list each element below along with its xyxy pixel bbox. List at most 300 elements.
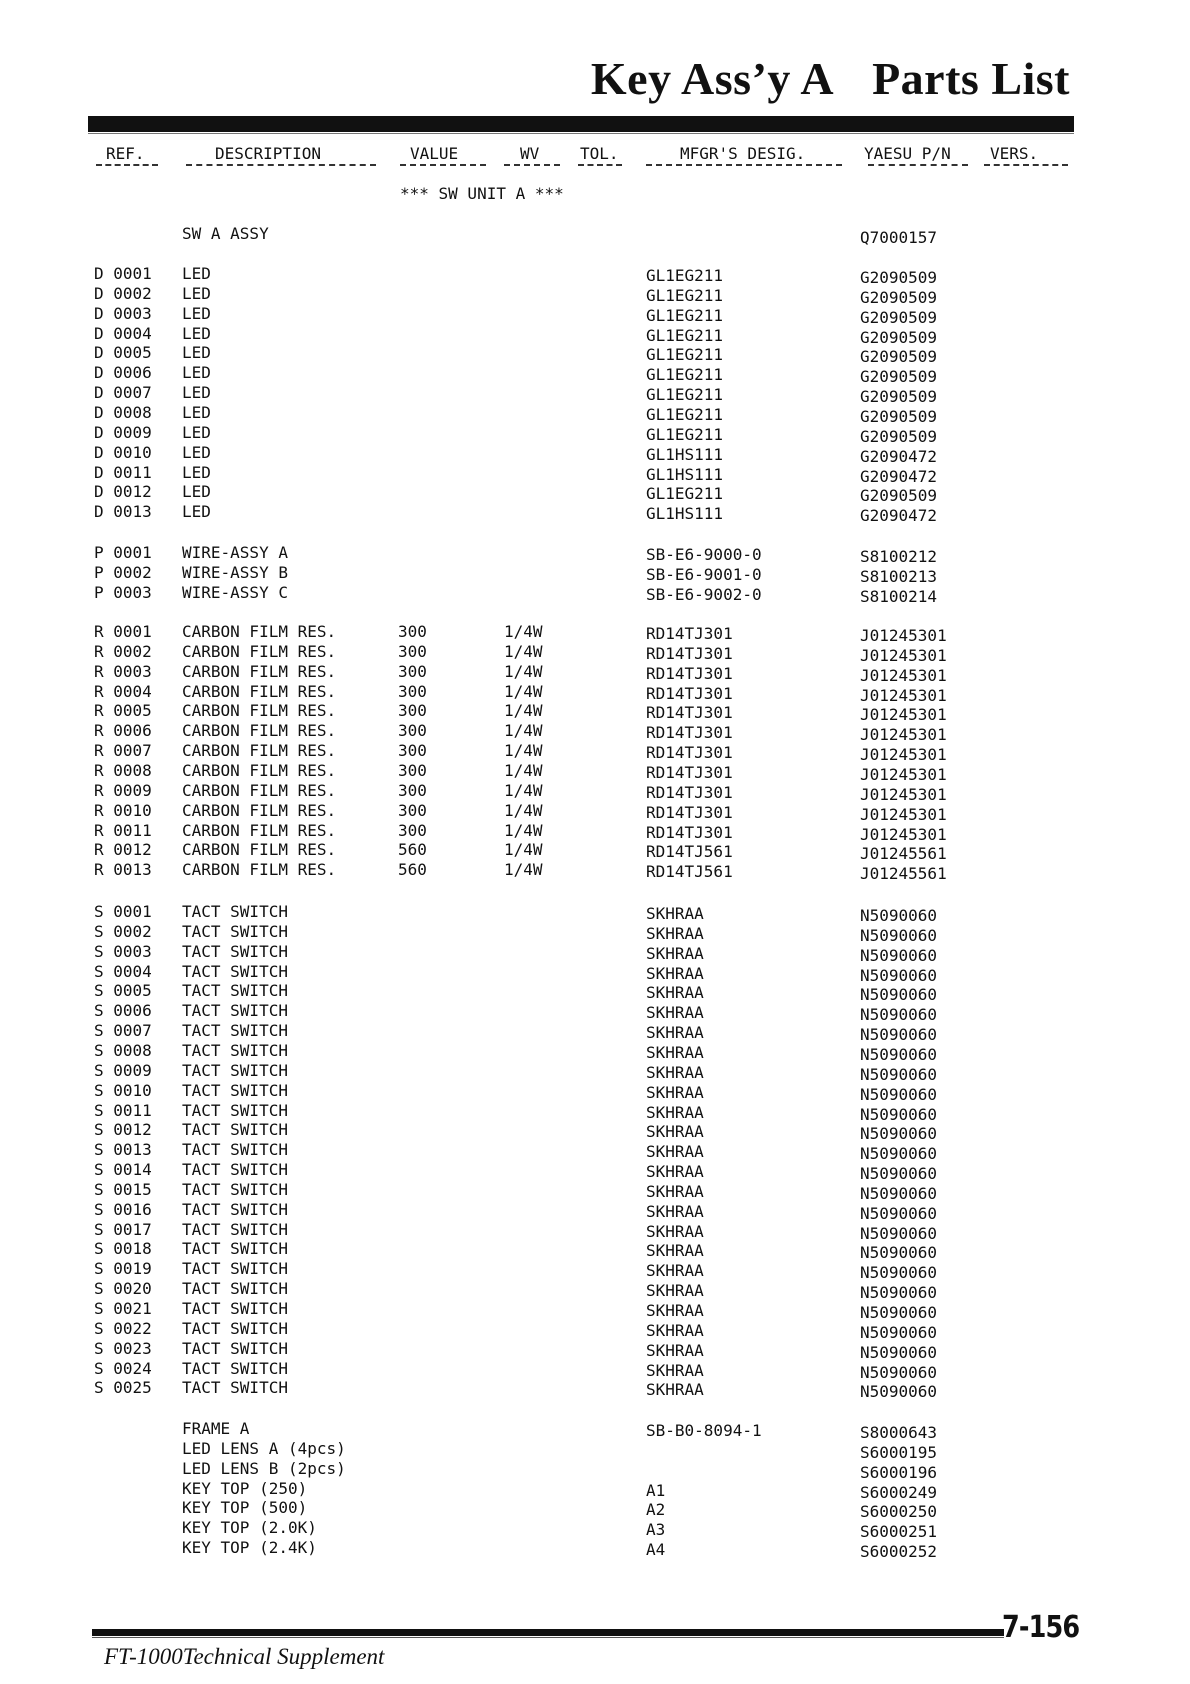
title-left: Key Ass’y A bbox=[590, 53, 835, 104]
cell-ref: S 0002 bbox=[94, 922, 152, 941]
cell-ref: S 0007 bbox=[94, 1021, 152, 1040]
cell-ref: S 0001 bbox=[94, 902, 152, 921]
cell-ref: D 0013 bbox=[94, 502, 152, 521]
cell-desc: TACT SWITCH bbox=[182, 1160, 288, 1179]
table-row bbox=[0, 662, 1190, 685]
cell-mfgr: SKHRAA bbox=[646, 1003, 704, 1022]
table-row bbox=[0, 502, 1190, 525]
cell-mfgr: RD14TJ301 bbox=[646, 644, 733, 663]
footer-rule bbox=[92, 1629, 1004, 1636]
table-row bbox=[0, 583, 1190, 606]
cell-desc: KEY TOP (250) bbox=[182, 1479, 308, 1498]
header-ref: REF. bbox=[106, 144, 145, 163]
table-row bbox=[0, 701, 1190, 724]
table-row bbox=[0, 463, 1190, 486]
cell-pn: N5090060 bbox=[860, 1224, 938, 1243]
cell-pn: S6000250 bbox=[860, 1502, 938, 1521]
cell-ref: P 0001 bbox=[94, 543, 152, 562]
cell-ref: S 0004 bbox=[94, 962, 152, 981]
table-row bbox=[0, 1081, 1190, 1104]
cell-value: 300 bbox=[398, 801, 427, 820]
table-row bbox=[0, 1061, 1190, 1084]
cell-value: 300 bbox=[398, 662, 427, 681]
cell-desc: CARBON FILM RES. bbox=[182, 682, 337, 701]
cell-ref: S 0010 bbox=[94, 1081, 152, 1100]
cell-desc: LED bbox=[182, 284, 211, 303]
cell-pn: J01245301 bbox=[860, 626, 947, 645]
cell-value: 300 bbox=[398, 721, 427, 740]
table-row bbox=[0, 1299, 1190, 1322]
cell-desc: TACT SWITCH bbox=[182, 1140, 288, 1159]
cell-ref: S 0024 bbox=[94, 1359, 152, 1378]
cell-desc: LED bbox=[182, 383, 211, 402]
cell-ref: P 0003 bbox=[94, 583, 152, 602]
table-row bbox=[0, 860, 1190, 883]
cell-mfgr: RD14TJ301 bbox=[646, 743, 733, 762]
cell-desc: LED LENS A (4pcs) bbox=[182, 1439, 346, 1458]
cell-mfgr: SKHRAA bbox=[646, 904, 704, 923]
table-row bbox=[0, 1021, 1190, 1044]
cell-value: 300 bbox=[398, 741, 427, 760]
cell-desc: TACT SWITCH bbox=[182, 1120, 288, 1139]
cell-mfgr: SKHRAA bbox=[646, 1301, 704, 1320]
cell-desc: TACT SWITCH bbox=[182, 1081, 288, 1100]
cell-pn: N5090060 bbox=[860, 1184, 938, 1203]
table-row bbox=[0, 284, 1190, 307]
cell-mfgr: RD14TJ301 bbox=[646, 823, 733, 842]
cell-desc: LED bbox=[182, 304, 211, 323]
table-row bbox=[0, 1439, 1190, 1462]
cell-mfgr: SB-E6-9002-0 bbox=[646, 585, 762, 604]
cell-ref: S 0005 bbox=[94, 981, 152, 1000]
cell-ref: S 0018 bbox=[94, 1239, 152, 1258]
cell-pn: N5090060 bbox=[860, 966, 938, 985]
cell-wv: 1/4W bbox=[504, 840, 543, 859]
table-row bbox=[0, 1220, 1190, 1243]
cell-wv: 1/4W bbox=[504, 721, 543, 740]
table-row bbox=[0, 343, 1190, 366]
cell-mfgr: A4 bbox=[646, 1540, 666, 1559]
cell-wv: 1/4W bbox=[504, 701, 543, 720]
cell-ref: S 0021 bbox=[94, 1299, 152, 1318]
table-row bbox=[0, 1239, 1190, 1262]
cell-mfgr: RD14TJ301 bbox=[646, 803, 733, 822]
cell-pn: N5090060 bbox=[860, 1343, 938, 1362]
footer-text: FT-1000Technical Supplement bbox=[104, 1644, 385, 1669]
cell-pn: G2090509 bbox=[860, 268, 938, 287]
table-row bbox=[0, 324, 1190, 347]
cell-desc: CARBON FILM RES. bbox=[182, 622, 337, 641]
cell-pn: J01245301 bbox=[860, 646, 947, 665]
cell-pn: N5090060 bbox=[860, 1204, 938, 1223]
cell-ref: R 0004 bbox=[94, 682, 152, 701]
cell-pn: J01245301 bbox=[860, 805, 947, 824]
cell-pn: J01245301 bbox=[860, 765, 947, 784]
cell-pn: S6000252 bbox=[860, 1542, 938, 1561]
cell-wv: 1/4W bbox=[504, 662, 543, 681]
cell-wv: 1/4W bbox=[504, 860, 543, 879]
cell-ref: S 0015 bbox=[94, 1180, 152, 1199]
cell-desc: TACT SWITCH bbox=[182, 922, 288, 941]
cell-pn: S8000643 bbox=[860, 1423, 938, 1442]
cell-desc: CARBON FILM RES. bbox=[182, 642, 337, 661]
cell-ref: D 0002 bbox=[94, 284, 152, 303]
cell-pn: S8100214 bbox=[860, 587, 938, 606]
cell-desc: LED bbox=[182, 343, 211, 362]
cell-pn: G2090472 bbox=[860, 467, 938, 486]
header-vers: VERS. bbox=[990, 144, 1039, 163]
table-row bbox=[0, 741, 1190, 764]
cell-mfgr: SKHRAA bbox=[646, 1043, 704, 1062]
cell-mfgr: SKHRAA bbox=[646, 964, 704, 983]
table-row bbox=[0, 1001, 1190, 1024]
cell-ref: D 0006 bbox=[94, 363, 152, 382]
table-row bbox=[0, 981, 1190, 1004]
cell-mfgr: SKHRAA bbox=[646, 1023, 704, 1042]
cell-wv: 1/4W bbox=[504, 781, 543, 800]
cell-ref: D 0005 bbox=[94, 343, 152, 362]
cell-desc: LED bbox=[182, 264, 211, 283]
table-row bbox=[0, 443, 1190, 466]
cell-mfgr: GL1EG211 bbox=[646, 306, 724, 325]
cell-pn: N5090060 bbox=[860, 1124, 938, 1143]
cell-pn: S8100213 bbox=[860, 567, 938, 586]
table-row bbox=[0, 622, 1190, 645]
cell-desc: TACT SWITCH bbox=[182, 962, 288, 981]
table-row bbox=[0, 1518, 1190, 1541]
table-row bbox=[0, 1160, 1190, 1183]
cell-ref: D 0004 bbox=[94, 324, 152, 343]
table-row bbox=[0, 1538, 1190, 1561]
cell-pn: S8100212 bbox=[860, 547, 938, 566]
cell-pn: N5090060 bbox=[860, 1363, 938, 1382]
table-row bbox=[0, 423, 1190, 446]
section-title: *** SW UNIT A *** bbox=[400, 184, 564, 203]
cell-pn: J01245301 bbox=[860, 745, 947, 764]
table-row bbox=[0, 543, 1190, 566]
cell-mfgr: SKHRAA bbox=[646, 1063, 704, 1082]
cell-mfgr: GL1EG211 bbox=[646, 345, 724, 364]
cell-pn: J01245301 bbox=[860, 705, 947, 724]
table-row bbox=[0, 1140, 1190, 1163]
cell-desc: TACT SWITCH bbox=[182, 1319, 288, 1338]
cell-mfgr: GL1EG211 bbox=[646, 385, 724, 404]
table-row bbox=[0, 1498, 1190, 1521]
cell-desc: TACT SWITCH bbox=[182, 1101, 288, 1120]
table-row bbox=[0, 781, 1190, 804]
table-row bbox=[0, 403, 1190, 426]
cell-mfgr: SKHRAA bbox=[646, 1321, 704, 1340]
cell-pn: N5090060 bbox=[860, 1283, 938, 1302]
table-row bbox=[0, 264, 1190, 287]
cell-mfgr: SKHRAA bbox=[646, 1182, 704, 1201]
cell-pn: G2090472 bbox=[860, 447, 938, 466]
cell-mfgr: SKHRAA bbox=[646, 1241, 704, 1260]
cell-desc: TACT SWITCH bbox=[182, 1180, 288, 1199]
cell-mfgr: RD14TJ301 bbox=[646, 684, 733, 703]
cell-pn: N5090060 bbox=[860, 1164, 938, 1183]
cell-pn: G2090509 bbox=[860, 328, 938, 347]
cell-pn: N5090060 bbox=[860, 906, 938, 925]
cell-ref: S 0020 bbox=[94, 1279, 152, 1298]
cell-desc: WIRE-ASSY A bbox=[182, 543, 288, 562]
table-row bbox=[0, 840, 1190, 863]
table-row bbox=[0, 1101, 1190, 1124]
table-row bbox=[0, 922, 1190, 945]
cell-pn: J01245301 bbox=[860, 785, 947, 804]
cell-mfgr: SKHRAA bbox=[646, 1083, 704, 1102]
cell-desc: CARBON FILM RES. bbox=[182, 662, 337, 681]
cell-pn: N5090060 bbox=[860, 1105, 938, 1124]
cell-value: 300 bbox=[398, 682, 427, 701]
cell-pn: J01245301 bbox=[860, 666, 947, 685]
cell-wv: 1/4W bbox=[504, 821, 543, 840]
cell-pn: N5090060 bbox=[860, 1382, 938, 1401]
table-row bbox=[0, 1359, 1190, 1382]
cell-wv: 1/4W bbox=[504, 622, 543, 641]
cell-ref: R 0006 bbox=[94, 721, 152, 740]
cell-mfgr: SB-E6-9000-0 bbox=[646, 545, 762, 564]
cell-pn: N5090060 bbox=[860, 1025, 938, 1044]
cell-mfgr: RD14TJ301 bbox=[646, 664, 733, 683]
cell-ref: R 0013 bbox=[94, 860, 152, 879]
cell-ref: R 0002 bbox=[94, 642, 152, 661]
cell-desc: CARBON FILM RES. bbox=[182, 741, 337, 760]
cell-pn: N5090060 bbox=[860, 926, 938, 945]
cell-mfgr: GL1HS111 bbox=[646, 445, 724, 464]
cell-mfgr: A3 bbox=[646, 1520, 666, 1539]
cell-mfgr: SKHRAA bbox=[646, 1341, 704, 1360]
cell-mfgr: SKHRAA bbox=[646, 1162, 704, 1181]
cell-mfgr: SKHRAA bbox=[646, 983, 704, 1002]
cell-ref: S 0008 bbox=[94, 1041, 152, 1060]
cell-wv: 1/4W bbox=[504, 801, 543, 820]
table-row bbox=[0, 761, 1190, 784]
table-row bbox=[0, 1120, 1190, 1143]
cell-mfgr: GL1EG211 bbox=[646, 425, 724, 444]
cell-mfgr: SKHRAA bbox=[646, 1122, 704, 1141]
cell-ref: S 0006 bbox=[94, 1001, 152, 1020]
cell-pn: N5090060 bbox=[860, 985, 938, 1004]
table-row bbox=[0, 962, 1190, 985]
cell-ref: S 0017 bbox=[94, 1220, 152, 1239]
cell-ref: R 0012 bbox=[94, 840, 152, 859]
table-row bbox=[0, 363, 1190, 386]
table-row bbox=[0, 1180, 1190, 1203]
header-wv: WV bbox=[520, 144, 540, 163]
table-row bbox=[0, 642, 1190, 665]
cell-desc: KEY TOP (2.0K) bbox=[182, 1518, 317, 1537]
cell-pn: S6000195 bbox=[860, 1443, 938, 1462]
cell-wv: 1/4W bbox=[504, 741, 543, 760]
table-row bbox=[0, 821, 1190, 844]
cell-desc: CARBON FILM RES. bbox=[182, 761, 337, 780]
cell-desc: LED bbox=[182, 463, 211, 482]
cell-mfgr: SKHRAA bbox=[646, 1142, 704, 1161]
cell-mfgr: SKHRAA bbox=[646, 1103, 704, 1122]
cell-pn: N5090060 bbox=[860, 1005, 938, 1024]
cell-mfgr: RD14TJ301 bbox=[646, 783, 733, 802]
cell-desc: TACT SWITCH bbox=[182, 1239, 288, 1258]
header-description: DESCRIPTION bbox=[215, 144, 321, 163]
cell-wv: 1/4W bbox=[504, 682, 543, 701]
cell-desc: CARBON FILM RES. bbox=[182, 860, 337, 879]
cell-ref: D 0011 bbox=[94, 463, 152, 482]
cell-mfgr: SKHRAA bbox=[646, 1281, 704, 1300]
table-row bbox=[0, 1479, 1190, 1502]
cell-mfgr: SKHRAA bbox=[646, 944, 704, 963]
cell-desc: KEY TOP (2.4K) bbox=[182, 1538, 317, 1557]
table-row bbox=[0, 383, 1190, 406]
cell-mfgr: SKHRAA bbox=[646, 1380, 704, 1399]
cell-value: 300 bbox=[398, 701, 427, 720]
cell-value: 560 bbox=[398, 860, 427, 879]
cell-desc: TACT SWITCH bbox=[182, 1220, 288, 1239]
cell-ref: S 0025 bbox=[94, 1378, 152, 1397]
cell-mfgr: SKHRAA bbox=[646, 1261, 704, 1280]
cell-mfgr: RD14TJ561 bbox=[646, 862, 733, 881]
cell-ref: S 0014 bbox=[94, 1160, 152, 1179]
cell-desc: LED bbox=[182, 423, 211, 442]
cell-ref: P 0002 bbox=[94, 563, 152, 582]
cell-desc: CARBON FILM RES. bbox=[182, 781, 337, 800]
table-row bbox=[0, 563, 1190, 586]
cell-mfgr: GL1EG211 bbox=[646, 484, 724, 503]
cell-pn: N5090060 bbox=[860, 946, 938, 965]
table-row bbox=[0, 942, 1190, 965]
cell-ref: S 0019 bbox=[94, 1259, 152, 1278]
cell-mfgr: GL1EG211 bbox=[646, 326, 724, 345]
table-row bbox=[0, 304, 1190, 327]
cell-desc: TACT SWITCH bbox=[182, 1021, 288, 1040]
table-row bbox=[0, 1041, 1190, 1064]
cell-pn: N5090060 bbox=[860, 1323, 938, 1342]
cell-ref: R 0007 bbox=[94, 741, 152, 760]
cell-pn: S6000249 bbox=[860, 1483, 938, 1502]
table-row bbox=[0, 482, 1190, 505]
cell-pn: N5090060 bbox=[860, 1065, 938, 1084]
cell-desc: TACT SWITCH bbox=[182, 981, 288, 1000]
header-yaesu-pn: YAESU P/N bbox=[864, 144, 951, 163]
cell-mfgr: RD14TJ301 bbox=[646, 624, 733, 643]
cell-mfgr: GL1EG211 bbox=[646, 266, 724, 285]
cell-desc: KEY TOP (500) bbox=[182, 1498, 308, 1517]
cell-desc: LED bbox=[182, 363, 211, 382]
cell-desc: TACT SWITCH bbox=[182, 1359, 288, 1378]
cell-ref: R 0008 bbox=[94, 761, 152, 780]
cell-mfgr: SKHRAA bbox=[646, 1202, 704, 1221]
table-row bbox=[0, 1259, 1190, 1282]
cell-desc: LED bbox=[182, 324, 211, 343]
cell-mfgr: A2 bbox=[646, 1500, 666, 1519]
cell-desc: TACT SWITCH bbox=[182, 1200, 288, 1219]
cell-value: 300 bbox=[398, 821, 427, 840]
table-row bbox=[0, 1459, 1190, 1482]
cell-mfgr: SKHRAA bbox=[646, 1361, 704, 1380]
cell-desc: LED bbox=[182, 502, 211, 521]
cell-ref: S 0011 bbox=[94, 1101, 152, 1120]
cell-pn: S6000251 bbox=[860, 1522, 938, 1541]
cell-ref: D 0001 bbox=[94, 264, 152, 283]
cell-pn: J01245301 bbox=[860, 725, 947, 744]
cell-desc: CARBON FILM RES. bbox=[182, 821, 337, 840]
cell-desc: FRAME A bbox=[182, 1419, 250, 1438]
cell-mfgr: GL1HS111 bbox=[646, 465, 724, 484]
table-row bbox=[0, 902, 1190, 925]
cell-ref: R 0010 bbox=[94, 801, 152, 820]
cell-desc: TACT SWITCH bbox=[182, 1041, 288, 1060]
cell-value: 300 bbox=[398, 761, 427, 780]
cell-value: 560 bbox=[398, 840, 427, 859]
cell-desc: LED bbox=[182, 443, 211, 462]
cell-mfgr: SKHRAA bbox=[646, 924, 704, 943]
cell-ref: S 0013 bbox=[94, 1140, 152, 1159]
cell-ref: S 0009 bbox=[94, 1061, 152, 1080]
cell-mfgr: GL1HS111 bbox=[646, 504, 724, 523]
table-row bbox=[0, 1279, 1190, 1302]
cell-ref: R 0001 bbox=[94, 622, 152, 641]
cell-ref: R 0011 bbox=[94, 821, 152, 840]
cell-desc: TACT SWITCH bbox=[182, 1339, 288, 1358]
cell-desc: TACT SWITCH bbox=[182, 1299, 288, 1318]
cell-mfgr: GL1EG211 bbox=[646, 405, 724, 424]
cell-mfgr: A1 bbox=[646, 1481, 666, 1500]
cell-mfgr: GL1EG211 bbox=[646, 286, 724, 305]
cell-desc: WIRE-ASSY B bbox=[182, 563, 288, 582]
cell-value: 300 bbox=[398, 781, 427, 800]
cell-pn: G2090509 bbox=[860, 427, 938, 446]
title-right: Parts List bbox=[872, 53, 1070, 104]
cell-ref: R 0009 bbox=[94, 781, 152, 800]
cell-wv: 1/4W bbox=[504, 761, 543, 780]
table-row bbox=[0, 1419, 1190, 1442]
cell-mfgr: SKHRAA bbox=[646, 1222, 704, 1241]
cell-pn: G2090509 bbox=[860, 308, 938, 327]
cell-pn: S6000196 bbox=[860, 1463, 938, 1482]
table-row bbox=[0, 682, 1190, 705]
header-value: VALUE bbox=[410, 144, 459, 163]
cell-desc: TACT SWITCH bbox=[182, 1378, 288, 1397]
cell-value: 300 bbox=[398, 642, 427, 661]
footer-thin-rule bbox=[92, 1637, 1004, 1638]
cell-desc: TACT SWITCH bbox=[182, 1061, 288, 1080]
cell-desc: CARBON FILM RES. bbox=[182, 721, 337, 740]
cell-mfgr: RD14TJ301 bbox=[646, 723, 733, 742]
cell-pn: J01245561 bbox=[860, 864, 947, 883]
table-row bbox=[0, 1339, 1190, 1362]
header-mfgr: MFGR'S DESIG. bbox=[680, 144, 806, 163]
cell-ref: D 0008 bbox=[94, 403, 152, 422]
cell-pn: N5090060 bbox=[860, 1243, 938, 1262]
cell-desc: WIRE-ASSY C bbox=[182, 583, 288, 602]
cell-pn: J01245301 bbox=[860, 825, 947, 844]
cell-pn: G2090509 bbox=[860, 367, 938, 386]
cell-desc: CARBON FILM RES. bbox=[182, 801, 337, 820]
cell-ref: S 0012 bbox=[94, 1120, 152, 1139]
cell-pn: N5090060 bbox=[860, 1045, 938, 1064]
cell-desc: TACT SWITCH bbox=[182, 1001, 288, 1020]
assy-description: SW A ASSY bbox=[182, 224, 269, 243]
cell-desc: LED bbox=[182, 482, 211, 501]
cell-value: 300 bbox=[398, 622, 427, 641]
table-row bbox=[0, 1378, 1190, 1401]
cell-ref: S 0003 bbox=[94, 942, 152, 961]
cell-mfgr: RD14TJ561 bbox=[646, 842, 733, 861]
cell-desc: TACT SWITCH bbox=[182, 1279, 288, 1298]
cell-ref: S 0016 bbox=[94, 1200, 152, 1219]
cell-pn: G2090472 bbox=[860, 506, 938, 525]
page-number: 7-156 bbox=[1002, 1610, 1080, 1645]
